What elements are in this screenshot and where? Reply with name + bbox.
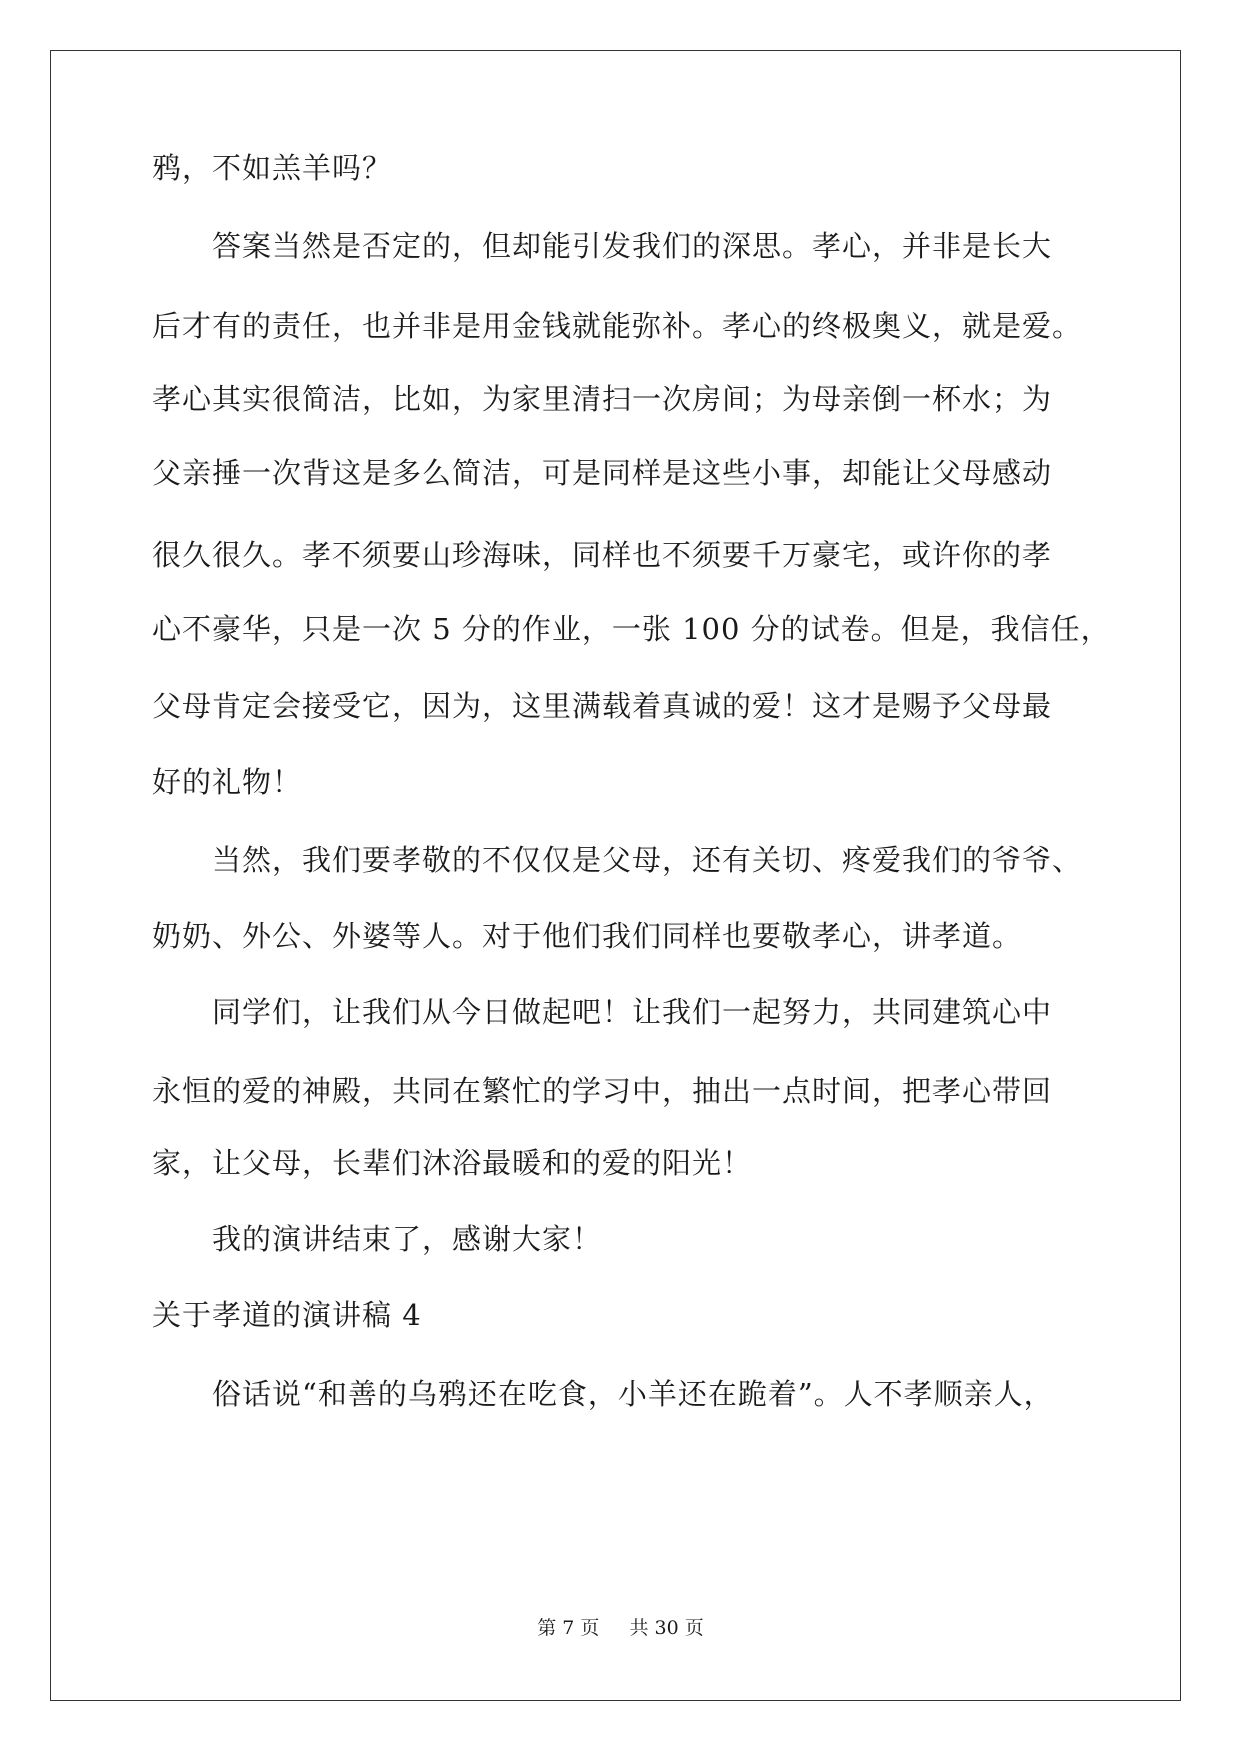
- text-line: 孝心其实很简洁，比如，为家里清扫一次房间；为母亲倒一杯水；为: [152, 382, 1053, 416]
- text-line: 父母肯定会接受它，因为，这里满载着真诚的爱！这才是赐予父母最: [152, 689, 1053, 723]
- page-number: 第 7 页: [537, 1617, 600, 1639]
- page-total: 共 30 页: [629, 1617, 704, 1639]
- text-line: 同学们，让我们从今日做起吧！让我们一起努力，共同建筑心中: [152, 995, 1053, 1029]
- text-line: 好的礼物！: [152, 765, 303, 799]
- text-line: 俗话说“和善的乌鸦还在吃食，小羊还在跪着”。人不孝顺亲人，: [152, 1377, 1054, 1411]
- text-line: 答案当然是否定的，但却能引发我们的深思。孝心，并非是长大: [152, 229, 1053, 263]
- text-line: 当然，我们要孝敬的不仅仅是父母，还有关切、疼爱我们的爷爷、: [152, 843, 1083, 877]
- text-line: 奶奶、外公、外婆等人。对于他们我们同样也要敬孝心，讲孝道。: [152, 919, 1023, 953]
- text-line: 家，让父母，长辈们沐浴最暖和的爱的阳光！: [152, 1146, 753, 1180]
- text-line: 我的演讲结束了，感谢大家！: [152, 1222, 603, 1256]
- text-line: 父亲捶一次背这是多么简洁，可是同样是这些小事，却能让父母感动: [152, 456, 1053, 490]
- page-footer: [0, 1616, 1241, 1640]
- section-heading: 关于孝道的演讲稿 4: [152, 1298, 422, 1332]
- text-line: 永恒的爱的神殿，共同在繁忙的学习中，抽出一点时间，把孝心带回: [152, 1074, 1053, 1108]
- text-line: 后才有的责任，也并非是用金钱就能弥补。孝心的终极奥义，就是爱。: [152, 309, 1083, 343]
- text-line: 心不豪华，只是一次 5 分的作业，一张 100 分的试卷。但是，我信任，: [152, 612, 1111, 646]
- text-line: 鸦，不如羔羊吗？: [152, 151, 393, 185]
- text-line: 很久很久。孝不须要山珍海味，同样也不须要千万豪宅，或许你的孝: [152, 538, 1053, 572]
